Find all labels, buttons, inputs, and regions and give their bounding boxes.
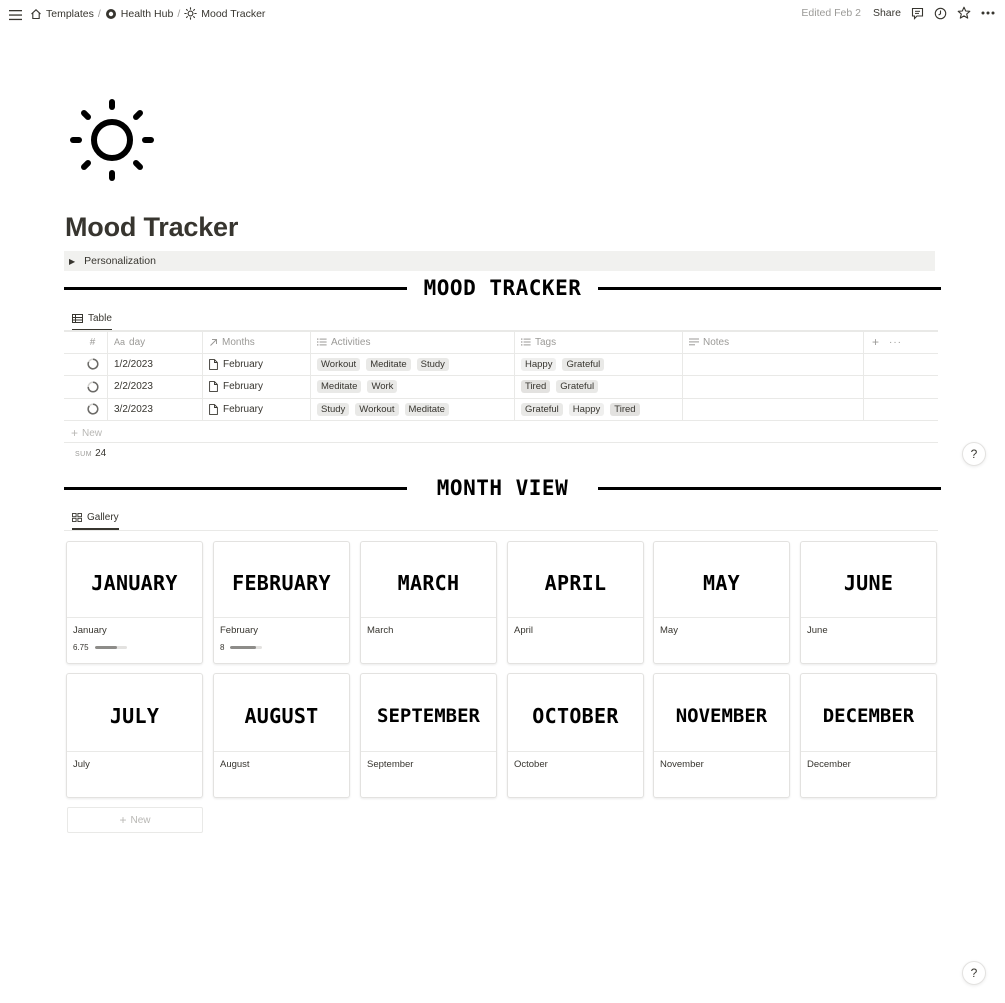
page-title[interactable]: Mood Tracker [65,212,239,242]
breadcrumb [30,7,265,20]
sum-calculation[interactable] [75,448,106,459]
progress-ring-icon [87,381,99,393]
tab-label: Table [88,313,112,324]
divider [64,287,407,290]
new-row-label: New [82,427,103,439]
card-cover: AUGUST [214,674,349,752]
card-title: April [514,625,534,636]
card-october[interactable] [507,673,644,798]
column-header-months[interactable] [203,332,311,353]
column-label: day [129,336,146,348]
progress-bar [95,646,127,649]
table-row[interactable] [64,376,938,399]
gallery-icon [72,513,82,522]
plus-icon: + [119,813,127,827]
new-card-button[interactable] [67,807,203,833]
add-column-icon[interactable]: + [872,335,880,350]
progress-value: 6.75 [73,643,89,652]
table-icon [72,314,83,323]
multi-select-icon [317,338,327,346]
card-cover: SEPTEMBER [361,674,496,752]
notes-cell[interactable] [683,354,864,376]
tags-cell[interactable] [515,354,683,376]
breadcrumb-separator: / [97,7,101,20]
empty-cell [864,399,938,421]
card-june[interactable] [800,541,937,664]
card-cover: OCTOBER [508,674,643,752]
breadcrumb-separator: / [177,7,181,20]
more-icon[interactable] [981,11,995,15]
gear-icon [105,8,117,20]
card-cover: JANUARY [67,542,202,618]
card-july[interactable] [66,673,203,798]
edited-timestamp: Edited Feb 2 [801,7,861,19]
card-title: September [367,759,414,770]
tag-workout: Workout [355,403,398,416]
empty-cell [864,354,938,376]
month-link-label: February [223,381,264,393]
card-title: January [73,625,107,636]
card-cover: NOVEMBER [654,674,789,752]
column-header-activities[interactable] [311,332,515,353]
notes-cell[interactable] [683,399,864,421]
page-icon [209,381,218,392]
tab-gallery[interactable] [72,512,119,530]
tags-cell[interactable] [515,376,683,398]
sun-icon [184,7,197,20]
breadcrumb-label: Templates [46,7,94,20]
clock-icon[interactable] [934,7,947,20]
months-cell[interactable] [203,354,311,376]
triangle-right-icon: ▶ [69,256,76,266]
column-header-number[interactable]: # [64,332,108,353]
progress-value: 8 [220,643,225,652]
divider [598,487,941,490]
heading-text: MONTH VIEW [425,476,580,500]
tag-grateful: Grateful [556,380,598,393]
sum-label: SUM [75,451,93,458]
tab-divider [64,530,938,531]
tag-tired: Tired [521,380,550,393]
card-progress [214,636,349,652]
row-status [64,354,108,376]
tag-tired: Tired [610,403,639,416]
progress-fill [230,646,256,649]
month-link[interactable] [209,381,263,392]
card-title: May [660,625,678,636]
progress-bar [230,646,262,649]
month-link[interactable] [209,359,263,370]
column-label: Notes [703,336,730,348]
table-row[interactable] [64,399,938,422]
plus-icon: + [71,426,79,440]
column-label: Tags [535,336,557,348]
tags-cell[interactable] [515,399,683,421]
help-button[interactable]: ? [962,961,986,985]
top-actions [801,6,995,20]
card-progress [67,636,202,652]
card-title: July [73,759,90,770]
table-header [64,331,938,354]
heading-text: MOOD TRACKER [412,276,594,300]
card-cover: JULY [67,674,202,752]
card-title: November [660,759,704,770]
months-cell[interactable] [203,376,311,398]
breadcrumb-label: Mood Tracker [201,7,266,20]
progress-ring-icon [87,358,99,370]
help-button[interactable]: ? [962,442,986,466]
text-property-icon: Aa [114,337,126,348]
activities-cell[interactable] [311,354,515,376]
breadcrumb-templates[interactable] [30,8,94,20]
notes-cell[interactable] [683,376,864,398]
card-september[interactable] [360,673,497,798]
activities-cell[interactable] [311,376,515,398]
breadcrumb-label: Health Hub [120,7,174,20]
card-january[interactable] [66,541,203,664]
card-cover: APRIL [508,542,643,618]
progress-fill [95,646,117,649]
card-august[interactable] [213,673,350,798]
card-cover: DECEMBER [801,674,936,752]
tab-table[interactable] [72,313,112,331]
sun-icon[interactable] [68,98,156,184]
share-button[interactable]: Share [872,7,901,19]
empty-cell [864,376,938,398]
column-label: Months [222,336,255,348]
tag-workout: Workout [317,358,360,371]
row-status [64,399,108,421]
card-title: March [367,625,394,636]
tag-happy: Happy [569,403,604,416]
mood-table [64,331,938,421]
card-may[interactable] [653,541,790,664]
tag-study: Study [317,403,349,416]
personalization-toggle[interactable] [64,251,935,271]
tag-happy: Happy [521,358,556,371]
toggle-label: Personalization [84,255,156,267]
card-december[interactable] [800,673,937,798]
day-cell[interactable]: 1/2/2023 [108,354,203,376]
row-status [64,376,108,398]
tag-study: Study [417,358,449,371]
month-link[interactable] [209,404,263,415]
months-cell[interactable] [203,399,311,421]
star-icon[interactable] [957,6,971,20]
new-card-label: New [130,814,151,826]
month-link-label: February [223,358,264,370]
card-cover: FEBRUARY [214,542,349,618]
card-title: August [220,759,250,770]
tag-grateful: Grateful [562,358,604,371]
divider [64,442,938,443]
tag-work: Work [367,380,397,393]
card-cover: MAY [654,542,789,618]
card-title: December [807,759,851,770]
more-icon[interactable]: ··· [889,336,903,348]
tab-label: Gallery [87,512,119,523]
multi-select-icon [521,338,531,346]
column-header-day[interactable] [108,332,203,353]
card-cover: JUNE [801,542,936,618]
tag-meditate: Meditate [366,358,410,371]
card-title: June [807,625,828,636]
card-title: February [220,625,259,636]
breadcrumb-mood-tracker[interactable] [184,7,265,20]
progress-ring-icon [87,403,99,415]
comment-icon[interactable] [911,7,924,20]
page-icon [209,359,218,370]
text-lines-icon [689,338,699,346]
day-cell[interactable]: 2/2/2023 [108,376,203,398]
column-header-tags[interactable] [515,332,683,353]
card-april[interactable] [507,541,644,664]
divider [64,487,407,490]
relation-arrow-icon [209,338,218,347]
tag-meditate: Meditate [317,380,361,393]
card-title: October [514,759,548,770]
card-february[interactable] [213,541,350,664]
day-cell[interactable]: 3/2/2023 [108,399,203,421]
table-row[interactable] [64,354,938,377]
tag-meditate: Meditate [405,403,449,416]
card-november[interactable] [653,673,790,798]
month-link-label: February [223,403,264,415]
tag-grateful: Grateful [521,403,563,416]
home-icon [30,8,42,20]
column-label: Activities [331,336,371,348]
column-actions [864,332,938,353]
card-march[interactable] [360,541,497,664]
breadcrumb-health-hub[interactable] [105,8,174,20]
top-bar [0,0,1005,30]
mood-tracker-heading [64,275,941,301]
column-header-notes[interactable] [683,332,864,353]
activities-cell[interactable] [311,399,515,421]
divider [598,287,941,290]
card-cover: MARCH [361,542,496,618]
month-view-heading [64,475,941,501]
sum-value: 24 [95,448,107,459]
menu-icon[interactable] [9,9,22,21]
new-row-button[interactable] [71,426,102,440]
page-icon [209,404,218,415]
